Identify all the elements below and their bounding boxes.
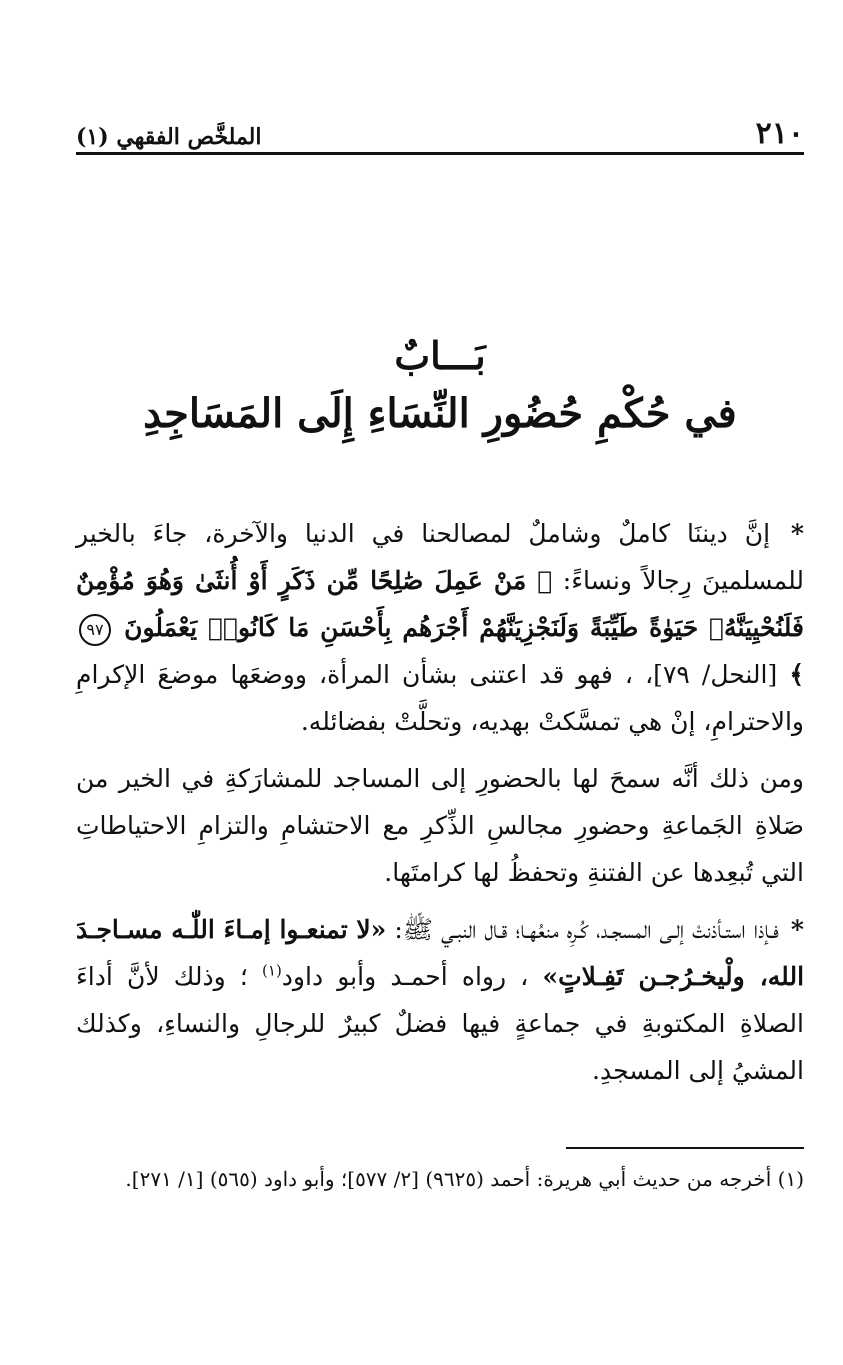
star-bullet: * [790, 519, 804, 548]
star-bullet: * [790, 915, 804, 944]
footnote [76, 1160, 804, 1198]
paragraph [76, 510, 804, 745]
paragraph [76, 755, 804, 896]
paragraph [76, 906, 804, 1094]
paragraph-text: إنَّ ديننَا كاملٌ وشاملٌ لمصالحنا في الدنيا والآخرة، جاءَ بالخير للمسلمينَ رِجالاً ونساءً: [76, 519, 804, 595]
quran-reference: [النحل/ ٧٩]، [645, 660, 778, 689]
paragraph-text: ، فهو قد اعتنى بشأن المرأة، ووضعَها موضعَ الإكرامِ والاحترامِ، إنْ هي تمسَّكتْ بهديه، وتحلَّتْ بفضائله. [76, 660, 804, 736]
body-text [76, 510, 804, 1104]
footnotes [76, 1160, 804, 1198]
footnote-divider [566, 1147, 804, 1149]
narration-text: ، رواه أحمـد وأبو داود [281, 962, 529, 991]
paragraph-text: ؛ وذلك لأنَّ أداءَ الصلاةِ المكتوبةِ في جماعةٍ فيها فضلٌ كبيرٌ للرجالِ والنساءِ، وكذلك المشيُ إلى المسجدِ. [76, 962, 804, 1085]
quran-bracket: ﴾ [789, 660, 805, 689]
chapter-title: في حُكْمِ حُضُورِ النِّسَاءِ إِلَى المَسَاجِدِ [143, 390, 737, 437]
paragraph-text: فـإذا استـأذنتْ إلـى المسجـد، كُـرِه منعُهـا؛ قـال النبـي ﷺ: [394, 915, 779, 944]
book-title: الملخَّص الفقهي (١) [76, 124, 262, 150]
chapter-heading: بَـــابٌ [394, 333, 486, 378]
hadith-quote: «لا تمنعـوا إمـاءَ اللّٰـه مسـاجـدَ الله، ولْيخـرُجـن تَفِـلاتٍ» [76, 915, 805, 991]
page-number: ٢١٠ [755, 116, 804, 151]
footnote-marker: (١) [777, 1167, 804, 1191]
header-divider [76, 152, 804, 155]
footnote-text: أخرجه من حديث أبي هريرة: أحمد (٩٦٢٥) [٢/ ٥٧٧]؛ وأبو داود (٥٦٥) [١/ ٢٧١]. [125, 1167, 772, 1191]
footnote-reference[interactable]: (١) [262, 961, 282, 980]
ayah-number-marker: ٩٧ [79, 614, 111, 646]
running-header [76, 112, 804, 152]
quran-verse: ﴿ مَنْ عَمِلَ صَٰلِحًا مِّن ذَكَرٍ أَوْ أُنثَىٰ وَهُوَ مُؤْمِنٌ فَلَنُحْيِيَنَّهُۥ حَيَوٰةً طَيِّبَةً وَلَنَجْزِيَنَّهُمْ أَجْرَهُم بِأَحْسَنِ مَا كَانُوا۟ يَعْمَلُونَ [76, 566, 804, 642]
paragraph-text: ومن ذلك أنَّه سمحَ لها بالحضورِ إلى المساجد للمشارَكةِ في الخير من صَلاةِ الجَماعةِ وحضورِ مجالسِ الذِّكرِ مع الاحتشامِ والتزامِ الاحتياطاتِ التي تُبعِدها عن الفتنةِ وتحفظُ لها كرامتَها. [76, 764, 804, 887]
